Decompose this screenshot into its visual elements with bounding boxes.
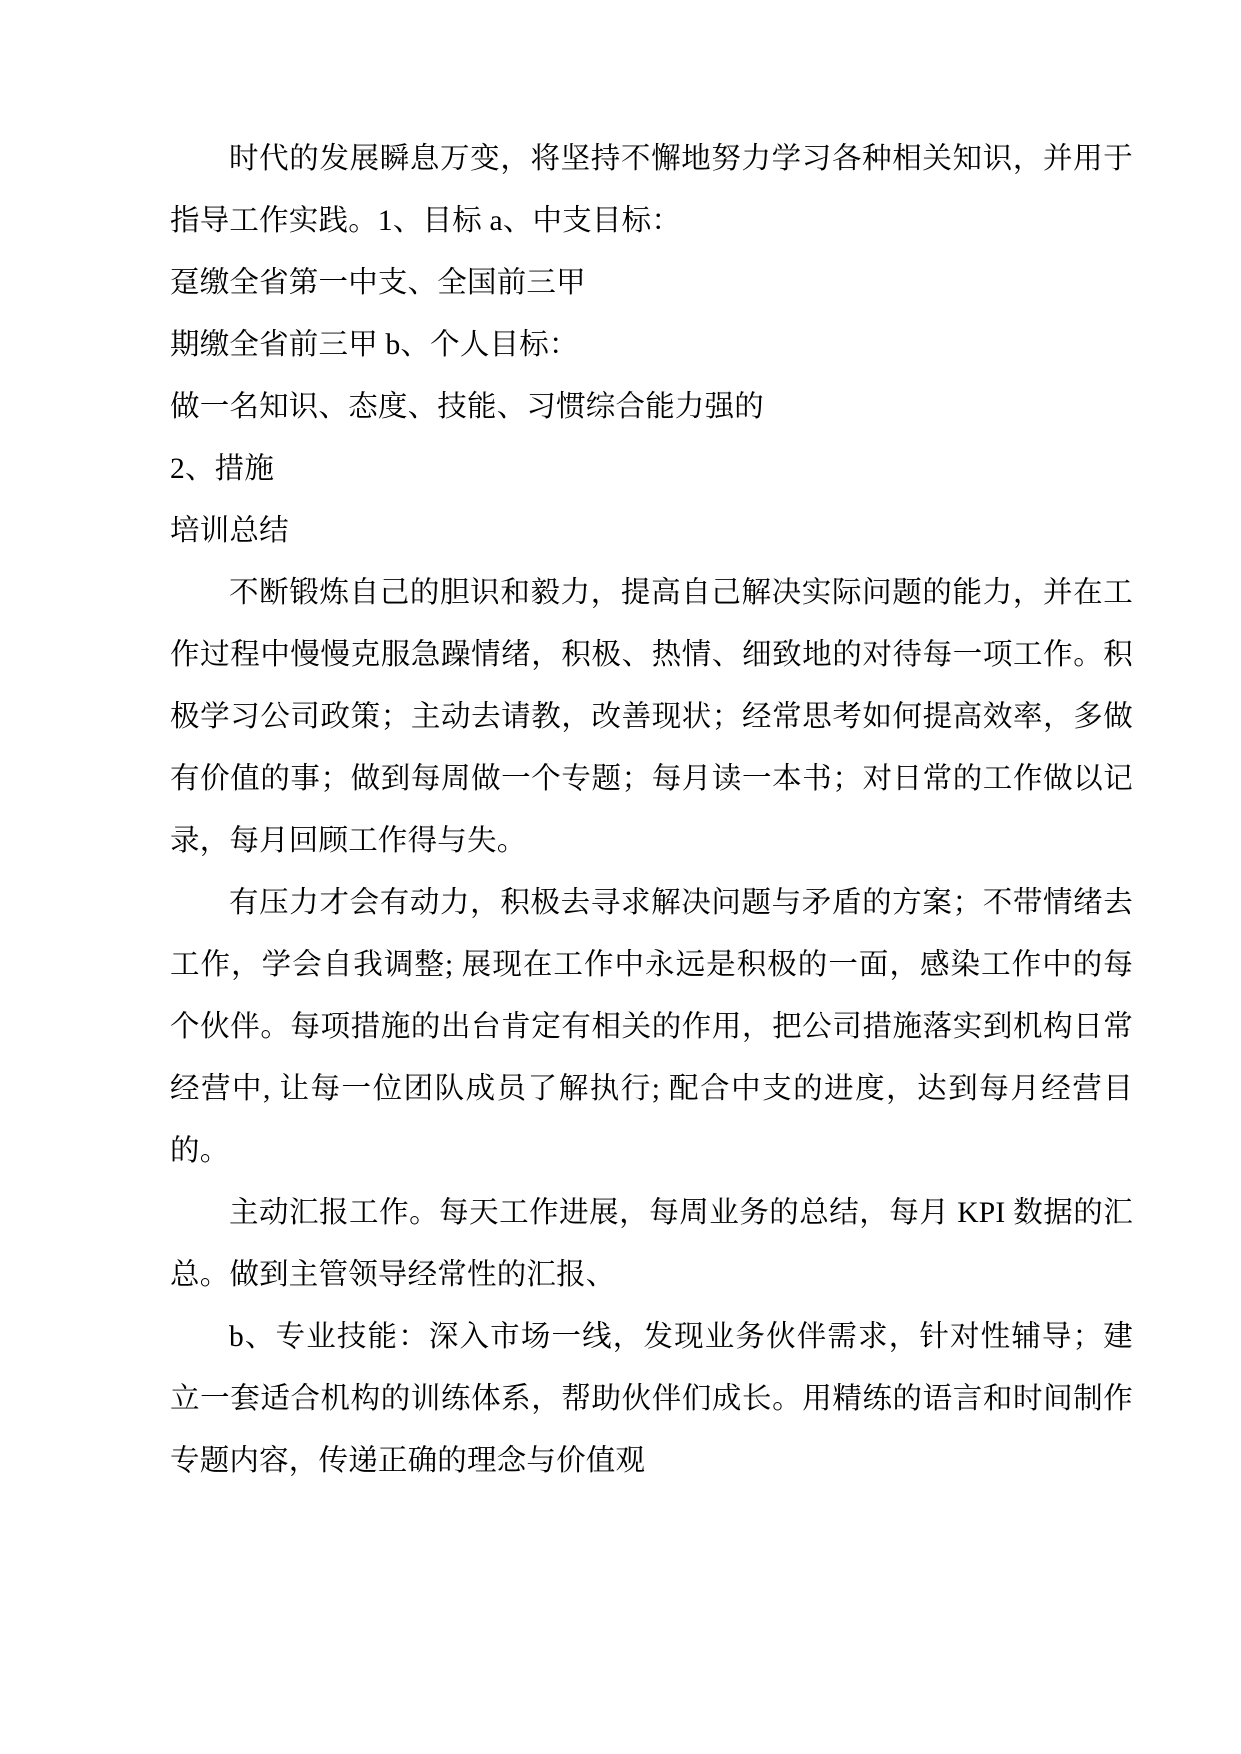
paragraph: 2、措施 xyxy=(170,453,275,485)
document-body xyxy=(170,128,1133,1492)
paragraph: 时代的发展瞬息万变，将坚持不懈地努力学习各种相关知识，并用于指导工作实践。1、目标 a、中支目标： xyxy=(170,143,1133,237)
paragraph: 趸缴全省第一中支、全国前三甲 xyxy=(170,267,586,299)
paragraph: 期缴全省前三甲 b、个人目标： xyxy=(170,329,579,361)
paragraph: 培训总结 xyxy=(170,515,289,547)
paragraph: b、专业技能：深入市场一线，发现业务伙伴需求，针对性辅导；建立一套适合机构的训练体系，帮助伙伴们成长。用精练的语言和时间制作专题内容，传递正确的理念与价值观 xyxy=(170,1321,1133,1477)
paragraph: 不断锻炼自己的胆识和毅力，提高自己解决实际问题的能力，并在工作过程中慢慢克服急躁情绪，积极、热情、细致地的对待每一项工作。积极学习公司政策；主动去请教，改善现状；经常思考如何提高效率，多做有价值的事；做到每周做一个专题；每月读一本书；对日常的工作做以记录，每月回顾工作得与失。 xyxy=(170,577,1133,857)
paragraph: 做一名知识、态度、技能、习惯综合能力强的 xyxy=(170,391,765,423)
paragraph: 主动汇报工作。每天工作进展，每周业务的总结，每月 KPI 数据的汇总。做到主管领导经常性的汇报、 xyxy=(170,1197,1133,1291)
paragraph: 有压力才会有动力，积极去寻求解决问题与矛盾的方案；不带情绪去工作，学会自我调整; 展现在工作中永远是积极的一面，感染工作中的每个伙伴。每项措施的出台肯定有相关的作用，把公司措施落实到机构日常经营中, 让每一位团队成员了解执行; 配合中支的进度，达到每月经营目的。 xyxy=(170,887,1133,1167)
